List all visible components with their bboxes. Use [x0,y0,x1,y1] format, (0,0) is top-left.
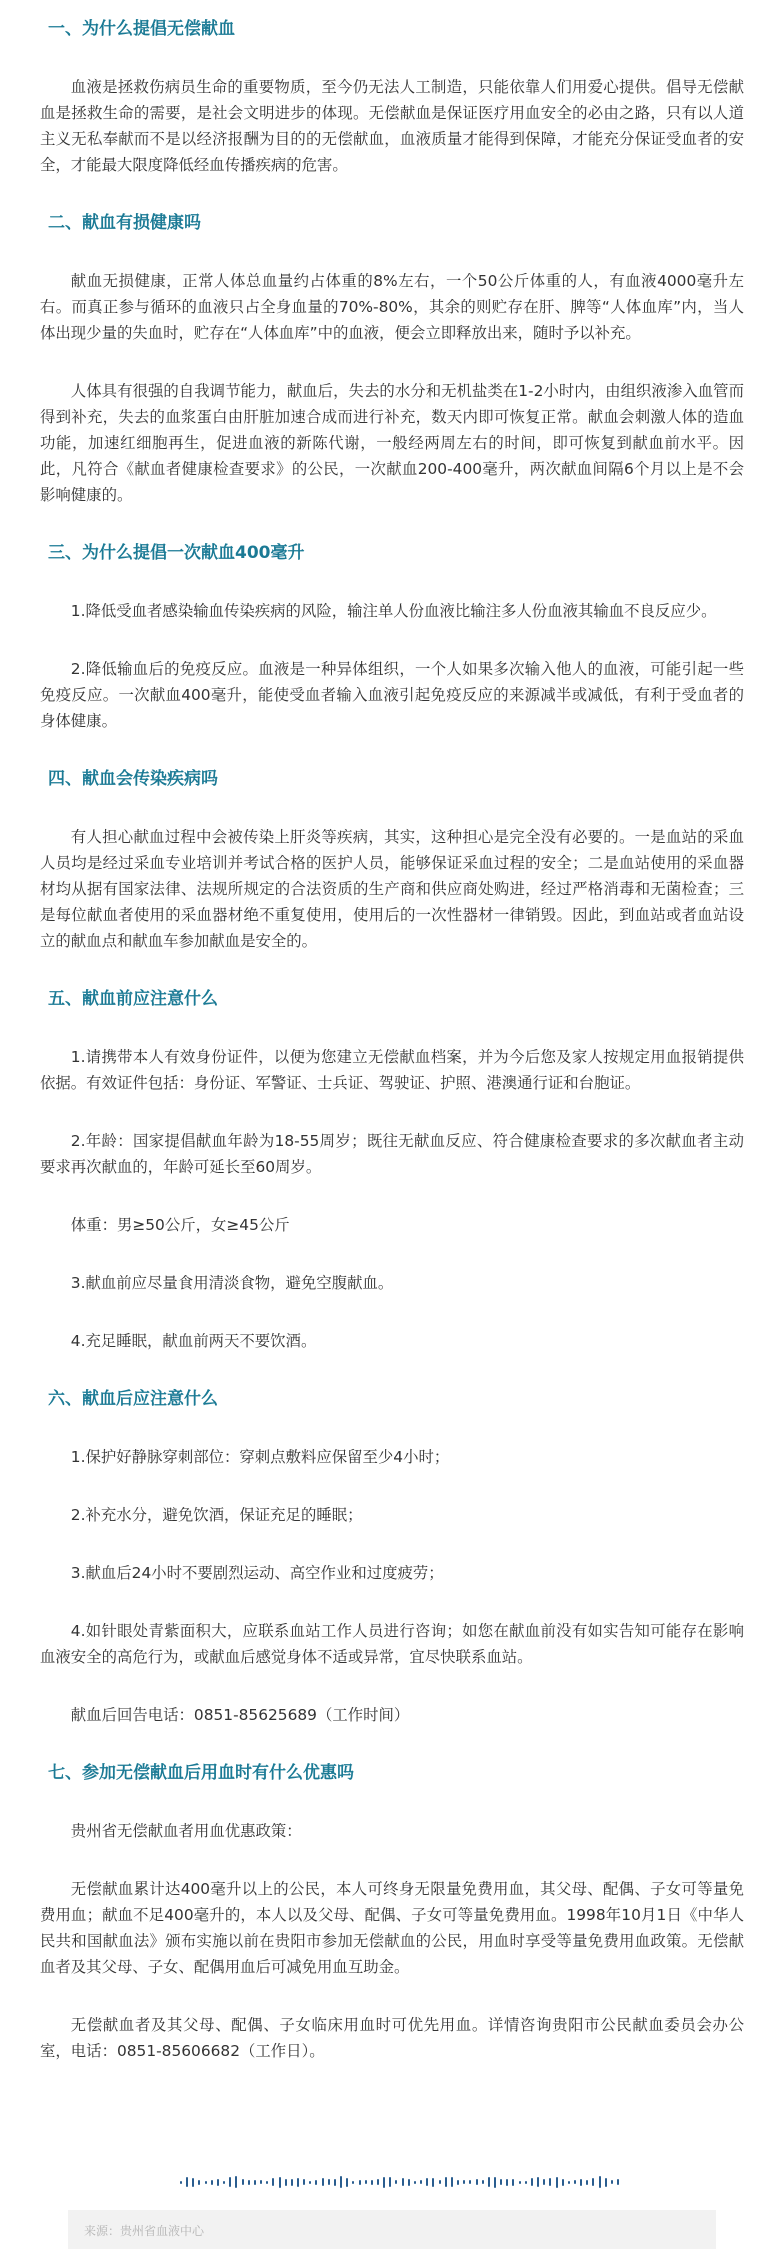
paragraph: 体重：男≥50公斤，女≥45公斤 [70,1216,290,1234]
divider-bar [266,2181,268,2184]
divider-bar [402,2178,404,2186]
divider-bar [556,2177,558,2188]
divider-bar [408,2179,410,2186]
paragraph: 4.如针眼处青紫面积大，应联系血站工作人员进行咨询；如您在献血前没有如实告知可能存在影响血液安全的高危行为，或献血后感觉身体不适或异常，宜尽快联系血站。 [40,1622,744,1666]
divider-bar [537,2177,539,2187]
divider-bar [279,2177,281,2188]
divider-bar [617,2179,619,2185]
divider-bar [451,2177,453,2187]
paragraph: 3.献血前应尽量食用清淡食物，避免空腹献血。 [70,1274,394,1292]
divider-bar [580,2179,582,2186]
divider-bar [359,2180,361,2185]
divider-bar [599,2176,601,2188]
paragraph: 贵州省无偿献血者用血优惠政策： [70,1822,302,1840]
paragraph: 3.献血后24小时不要剧烈运动、高空作业和过度疲劳； [70,1564,444,1582]
divider-bar [426,2178,428,2186]
divider-bar [186,2177,188,2187]
paragraph: 有人担心献血过程中会被传染上肝炎等疾病，其实，这种担心是完全没有必要的。一是血站的采血人员均是经过采血专业培训并考试合格的医护人员，能够保证采血过程的安全；二是血站使用的采血器材均从据有国家法律、法规所规定的合法资质的生产商和供应商处购进，经过严格消毒和无菌检查；三是每位献血者使用的采血器材绝不重复使用，使用后的一次性器材一律销毁。因此，到血站或者血站设立的献血点和献血车参加献血是安全的。 [40,828,744,950]
divider-bar [482,2180,484,2184]
paragraph: 2.补充水分，避免饮酒，保证充足的睡眠； [70,1506,363,1524]
divider-bar [334,2179,336,2186]
section-title-after-donation: 六、献血后应注意什么 [48,1389,218,1409]
divider-bar [340,2176,342,2188]
section-title-why-donate: 一、为什么提倡无偿献血 [48,19,235,39]
divider-bar [568,2181,570,2184]
divider-bar [383,2177,385,2188]
divider-bar [531,2178,533,2186]
divider-bar [315,2180,317,2185]
divider-bar [469,2180,471,2184]
divider-bar [285,2179,287,2186]
divider-bar [445,2177,447,2187]
divider-bar [611,2180,613,2184]
divider-bar [198,2180,200,2185]
section-title-before-donation: 五、献血前应注意什么 [48,989,218,1009]
divider-bar [506,2179,508,2186]
divider-bar [235,2176,237,2188]
section-title-400ml: 三、为什么提倡一次献血400毫升 [48,543,305,563]
divider-bar [309,2181,311,2184]
divider-bar [457,2180,459,2185]
decorative-divider [180,2175,620,2189]
divider-bar [377,2179,379,2185]
section-title-benefits: 七、参加无偿献血后用血时有什么优惠吗 [48,1763,354,1783]
divider-bar [463,2180,465,2184]
divider-bar [500,2179,502,2185]
divider-bar [346,2178,348,2187]
divider-bar [549,2178,551,2186]
callback-phone: 献血后回告电话：0851-85625689（工作时间） [70,1706,410,1724]
paragraph: 无偿献血累计达400毫升以上的公民，本人可终身无限量免费用血，其父母、配偶、子女可等量免费用血；献血不足400毫升的，本人以及父母、配偶、子女可等量免费用血。1998年10月1日《中华人民共和国献血法》颁布实施以前在贵阳市参加无偿献血的公民，用血时享受等量免费用血政策。无偿献血者及其父母、子女、配偶用血后可减免用血互助金。 [40,1880,744,1976]
divider-bar [211,2180,213,2185]
divider-bar [260,2180,262,2184]
divider-bar [192,2178,194,2187]
divider-bar [420,2180,422,2184]
divider-bar [395,2180,397,2184]
divider-bar [605,2178,607,2187]
section-title-health: 二、献血有损健康吗 [48,213,201,233]
divider-bar [272,2178,274,2186]
divider-bar [519,2181,521,2184]
divider-bar [180,2181,182,2184]
divider-bar [248,2180,250,2185]
divider-bar [574,2180,576,2184]
divider-bar [562,2179,564,2186]
divider-bar [543,2179,545,2185]
paragraph: 无偿献血者及其父母、配偶、子女临床用血时可优先用血。详情咨询贵阳市公民献血委员会办公室，电话：0851-85606682（工作日）。 [40,2016,744,2060]
paragraph: 献血无损健康，正常人体总血量约占体重的8%左右，一个50公斤体重的人，有血液4000毫升左右。而真正参与循环的血液只占全身血量的70%-80%，其余的则贮存在肝、脾等“人体血库”内，当人体出现少量的失血时，贮存在“人体血库”中的血液，便会立即释放出来，随时予以补充。 [40,272,744,342]
divider-bar [322,2178,324,2186]
paragraph: 1.降低受血者感染输血传染疾病的风险，输注单人份血液比输注多人份血液其输血不良反应少。 [70,602,717,620]
divider-bar [512,2179,514,2186]
divider-bar [242,2179,244,2185]
divider-bar [494,2177,496,2188]
divider-bar [291,2179,293,2186]
paragraph: 1.保护好静脉穿刺部位：穿刺点敷料应保留至少4小时； [70,1448,450,1466]
divider-bar [365,2180,367,2184]
divider-bar [586,2180,588,2185]
divider-bar [432,2178,434,2187]
paragraph: 人体具有很强的自我调节能力，献血后，失去的水分和无机盐类在1-2小时内，由组织液渗入血管而得到补充，失去的血浆蛋白由肝脏加速合成而进行补充，数天内即可恢复正常。献血会刺激人体的造血功能，加速红细胞再生，促进血液的新陈代谢，一般经两周左右的时间，即可恢复到献血前水平。因此，凡符合《献血者健康检查要求》的公民，一次献血200-400毫升，两次献血间隔6个月以上是不会影响健康的。 [40,382,744,504]
paragraph: 2.降低输血后的免疫反应。血液是一种异体组织，一个人如果多次输入他人的血液，可能引起一些免疫反应。一次献血400毫升，能使受血者输入血液引起免疫反应的来源减半或减低，有利于受血者的身体健康。 [40,660,744,730]
source-text: 来源：贵州省血液中心 [84,2224,205,2238]
divider-bar [223,2181,225,2184]
section-title-infection: 四、献血会传染疾病吗 [48,769,218,789]
paragraph: 2.年龄：国家提倡献血年龄为18-55周岁；既往无献血反应、符合健康检查要求的多次献血者主动要求再次献血的，年龄可延长至60周岁。 [40,1132,744,1176]
divider-bar [254,2180,256,2185]
divider-bar [229,2177,231,2187]
divider-bar [488,2177,490,2187]
divider-bar [303,2179,305,2185]
divider-bar [352,2181,354,2184]
divider-bar [439,2180,441,2184]
divider-bar [592,2178,594,2186]
divider-bar [476,2179,478,2185]
divider-bar [328,2179,330,2185]
divider-bar [371,2180,373,2185]
divider-bar [205,2181,207,2184]
divider-bar [389,2177,391,2187]
divider-bar [297,2178,299,2187]
divider-bar [217,2179,219,2186]
source-footer [68,2210,716,2249]
paragraph: 1.请携带本人有效身份证件，以便为您建立无偿献血档案，并为今后您及家人按规定用血报销提供依据。有效证件包括：身份证、军警证、士兵证、驾驶证、护照、港澳通行证和台胞证。 [40,1048,744,1092]
paragraph: 4.充足睡眠，献血前两天不要饮酒。 [70,1332,317,1350]
divider-bar [525,2181,527,2184]
divider-bar [414,2181,416,2184]
paragraph: 血液是拯救伤病员生命的重要物质，至今仍无法人工制造，只能依靠人们用爱心提供。倡导无偿献血是拯救生命的需要，是社会文明进步的体现。无偿献血是保证医疗用血安全的必由之路，只有以人道主义无私奉献而不是以经济报酬为目的的无偿献血，血液质量才能得到保障，才能充分保证受血者的安全，才能最大限度降低经血传播疾病的危害。 [40,78,744,174]
